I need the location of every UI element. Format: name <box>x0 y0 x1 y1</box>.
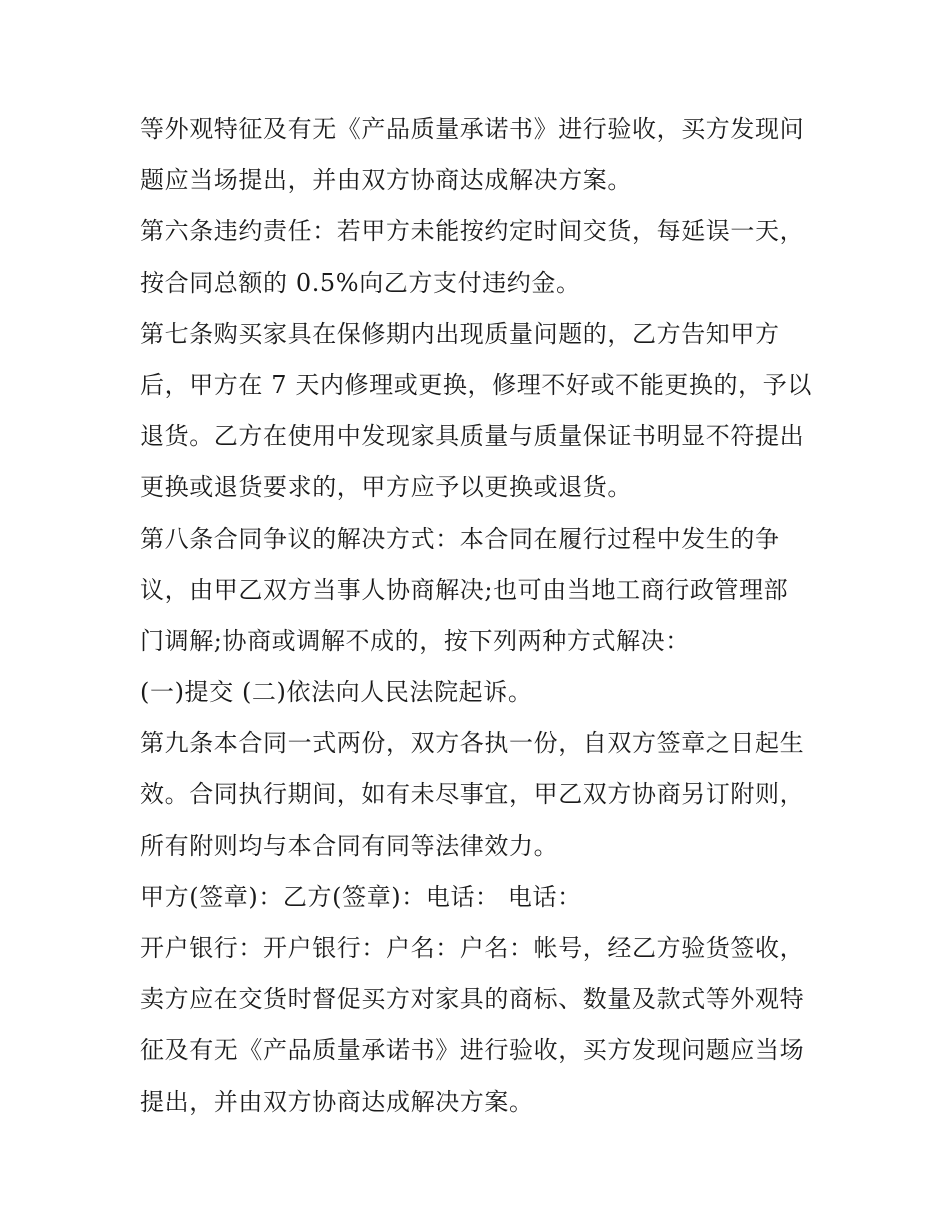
text-line: 开户银行：开户银行：户名：户名：帐号，经乙方验货签收， <box>140 934 805 962</box>
text-line: 第九条本合同一式两份，双方各执一份，自双方签章之日起生 <box>140 729 805 758</box>
text-line: 更换或退货要求的，甲方应予以更换或退货。 <box>140 473 632 502</box>
text-line: 甲方(签章)：乙方(签章)：电话： 电话： <box>140 882 582 911</box>
text-line: 议，由甲乙双方当事人协商解决;也可由当地工商行政管理部 <box>140 575 789 604</box>
document-body <box>140 104 830 1128</box>
text-line: 卖方应在交货时督促买方对家具的商标、数量及款式等外观特 <box>140 985 805 1014</box>
text-line: 征及有无《产品质量承诺书》进行验收，买方发现问题应当场 <box>140 1036 805 1065</box>
text-line: 退货。乙方在使用中发现家具质量与质量保证书明显不符提出 <box>140 422 805 451</box>
text-line: 提出，并由双方协商达成解决方案。 <box>140 1087 534 1116</box>
text-line: 所有附则均与本合同有同等法律效力。 <box>140 831 559 860</box>
text-line: 后，甲方在 7 天内修理或更换，修理不好或不能更换的，予以 <box>140 370 812 399</box>
text-line: (一)提交 (二)依法向人民法院起诉。 <box>140 678 533 707</box>
text-line: 题应当场提出，并由双方协商达成解决方案。 <box>140 166 632 195</box>
text-line: 第七条购买家具在保修期内出现质量问题的，乙方告知甲方 <box>140 319 780 348</box>
text-line: 效。合同执行期间，如有未尽事宜，甲乙双方协商另订附则， <box>140 780 805 809</box>
text-line: 第八条合同争议的解决方式：本合同在履行过程中发生的争 <box>140 524 780 553</box>
text-line: 门调解;协商或调解不成的，按下列两种方式解决： <box>140 626 690 655</box>
text-line: 第六条违约责任：若甲方未能按约定时间交货，每延误一天， <box>140 217 805 246</box>
text-line: 按合同总额的 0.5%向乙方支付违约金。 <box>140 268 581 297</box>
text-line: 等外观特征及有无《产品质量承诺书》进行验收，买方发现问 <box>140 115 805 143</box>
